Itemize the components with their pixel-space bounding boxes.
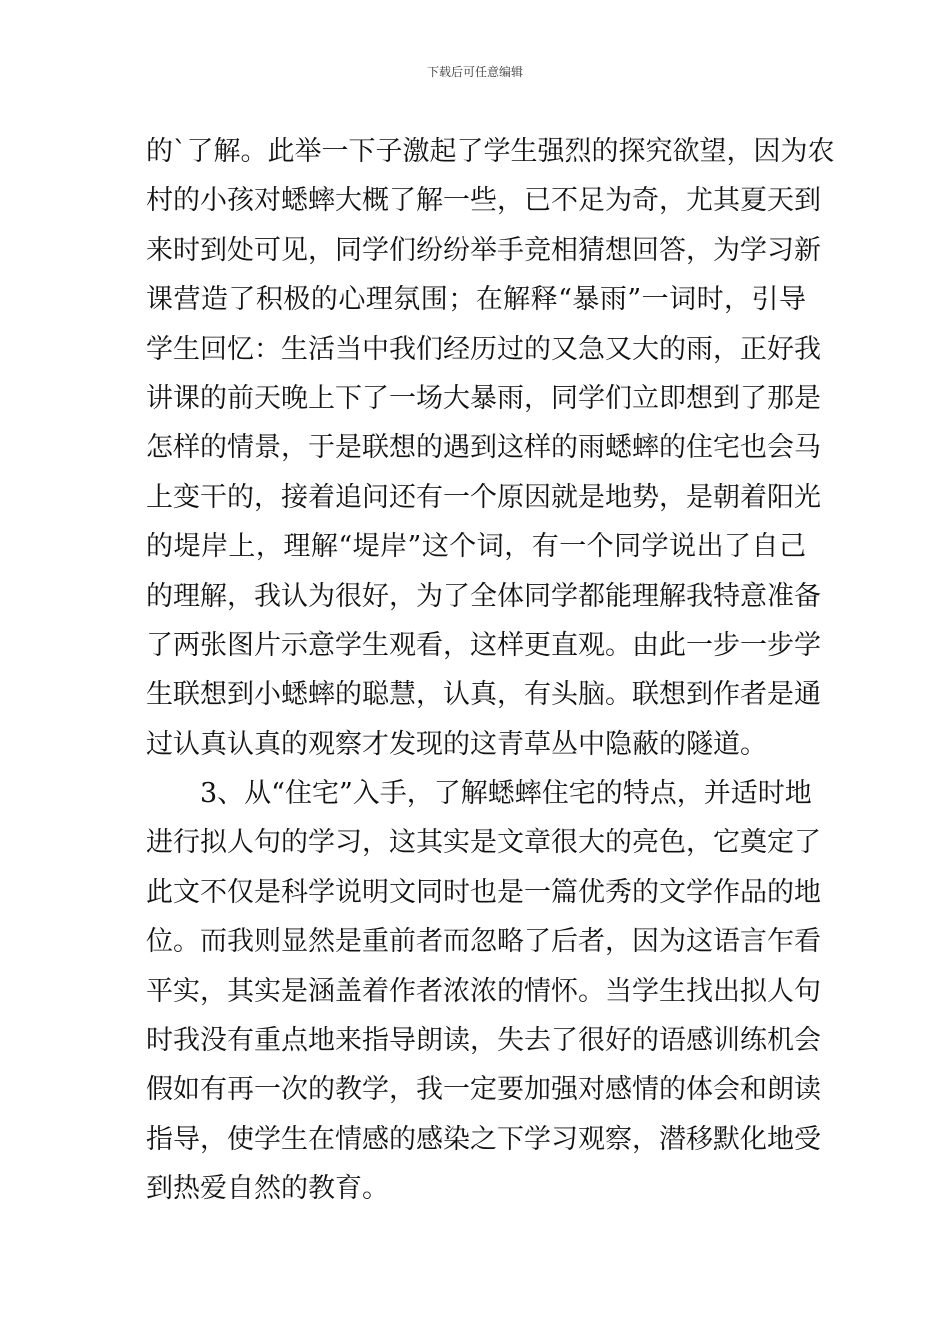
- text-line: 的理解，我认为很好，为了全体同学都能理解我特意准备: [146, 580, 821, 612]
- text-line: 此文不仅是科学说明文同时也是一篇优秀的文学作品的地: [146, 876, 821, 908]
- text-line: 过认真认真的观察才发现的这青草丛中隐蔽的隧道。: [146, 728, 767, 760]
- text-line: 上变干的，接着追问还有一个原因就是地势，是朝着阳光: [146, 481, 821, 513]
- document-body: [146, 127, 835, 1214]
- text-line: 怎样的情景，于是联想的遇到这样的雨蟋蟀的住宅也会马: [146, 432, 821, 464]
- text-line: 来时到处可见，同学们纷纷举手竞相猜想回答，为学习新: [146, 234, 821, 266]
- text-line: 指导，使学生在情感的感染之下学习观察，潜移默化地受: [146, 1123, 821, 1155]
- text-line: 时我没有重点地来指导朗读，失去了很好的语感训练机会: [146, 1025, 821, 1057]
- paragraph-1: [146, 127, 835, 769]
- text-line: 了两张图片示意学生观看，这样更直观。由此一步一步学: [146, 629, 821, 661]
- text-line: 生联想到小蟋蟀的聪慧，认真，有头脑。联想到作者是通: [146, 679, 821, 711]
- text-line: 讲课的前天晚上下了一场大暴雨，同学们立即想到了那是: [146, 382, 821, 414]
- text-line: 的堤岸上，理解“堤岸”这个词，有一个同学说出了自己: [146, 531, 806, 563]
- text-line: 到热爱自然的教育。: [146, 1173, 389, 1205]
- text-line: 位。而我则显然是重前者而忽略了后者，因为这语言乍看: [146, 926, 821, 958]
- text-line: 假如有再一次的教学，我一定要加强对感情的体会和朗读: [146, 1074, 821, 1106]
- page-header: 下载后可任意编辑: [426, 65, 523, 79]
- text-line: 进行拟人句的学习，这其实是文章很大的亮色，它奠定了: [146, 827, 821, 859]
- text-line: 的`了解。此举一下子激起了学生强烈的探究欲望，因为农: [146, 136, 835, 167]
- text-line: 学生回忆：生活当中我们经历过的又急又大的雨，正好我: [146, 333, 821, 365]
- text-line: 课营造了积极的心理氛围；在解释“暴雨”一词时，引导: [146, 284, 806, 316]
- text-line: 平实，其实是涵盖着作者浓浓的情怀。当学生找出拟人句: [146, 975, 821, 1007]
- text-line: 3、从“住宅”入手，了解蟋蟀住宅的特点，并适时地: [200, 778, 812, 810]
- paragraph-2: [146, 769, 821, 1214]
- text-line: 村的小孩对蟋蟀大概了解一些，已不足为奇，尤其夏天到: [146, 185, 821, 217]
